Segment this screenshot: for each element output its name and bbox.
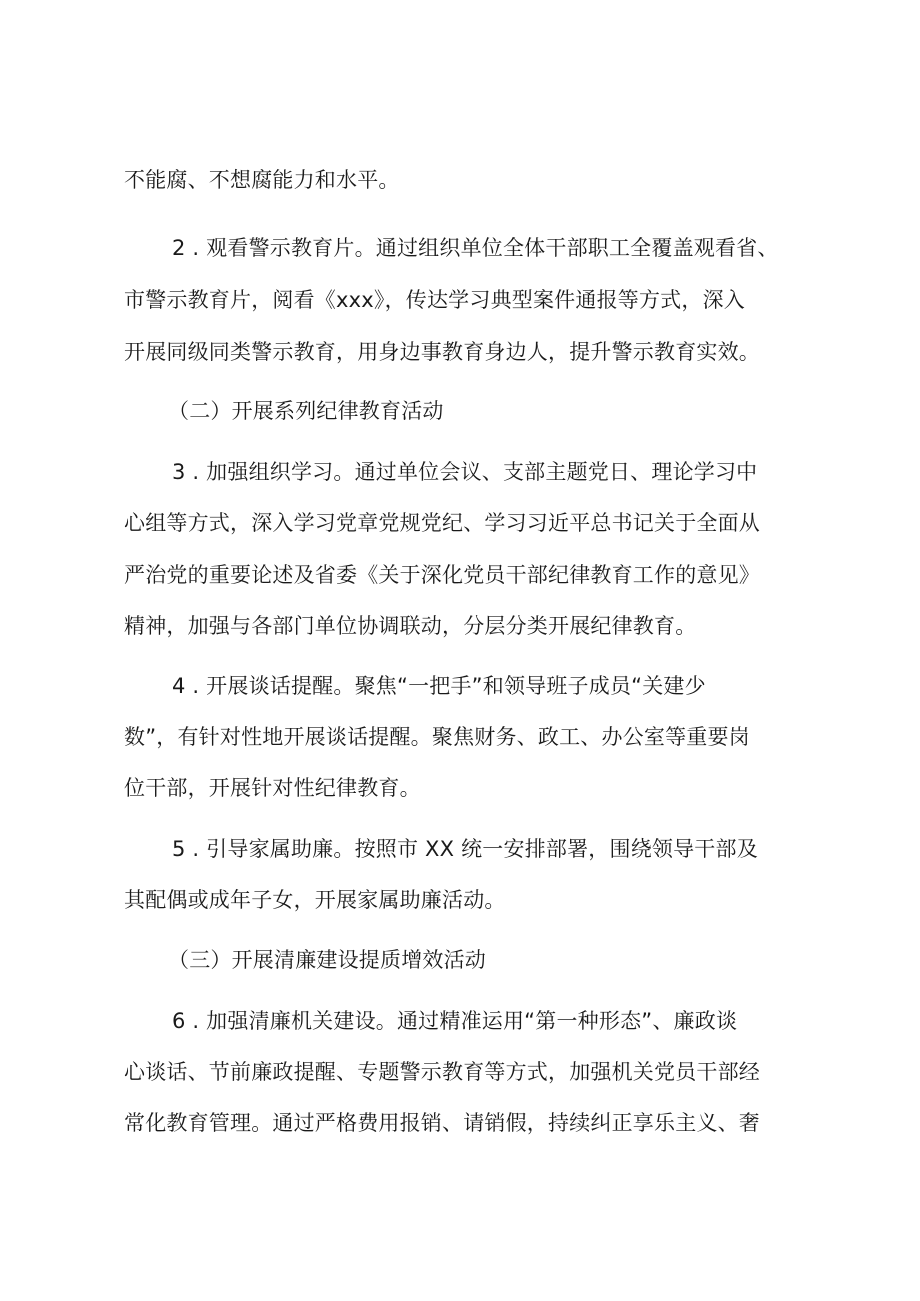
paragraph-2-line-2: 市警示教育片，阅看《xxx》，传达学习典型案件通报等方式，深入 [124,288,745,312]
paragraph-5-line-1: 5 . 引导家属助廉。按照市 XX 统一安排部署，围绕领导干部及 [172,837,758,861]
paragraph-6-line-3: 常化教育管理。通过严格费用报销、请销假，持续纠正享乐主义、奢 [124,1111,760,1135]
section-heading-3: （三）开展清廉建设提质增效活动 [168,948,486,972]
paragraph-2-line-1: 2 . 观看警示教育片。通过组织单位全体干部职工全覆盖观看省、 [172,236,779,260]
paragraph-3-line-2: 心组等方式，深入学习党章党规党纪、学习习近平总书记关于全面从 [124,511,760,535]
paragraph-3-line-4: 精神，加强与各部门单位协调联动，分层分类开展纪律教育。 [124,614,697,638]
paragraph-3-line-1: 3 . 加强组织学习。通过单位会议、支部主题党日、理论学习中 [172,460,758,484]
paragraph-3-line-3: 严治党的重要论述及省委《关于深化党员干部纪律教育工作的意见》 [124,563,760,587]
paragraph-6-line-1: 6 . 加强清廉机关建设。通过精准运用“第一种形态”、廉政谈 [172,1009,738,1033]
paragraph-6-line-2: 心谈话、节前廉政提醒、专题警示教育等方式，加强机关党员干部经 [124,1060,760,1084]
section-heading-2: （二）开展系列纪律教育活动 [168,399,444,423]
paragraph-5-line-2: 其配偶或成年子女，开展家属助廉活动。 [124,888,506,912]
paragraph-4-line-2: 数”，有针对性地开展谈话提醒。聚焦财务、政工、办公室等重要岗 [124,725,750,749]
paragraph-2-line-3: 开展同级同类警示教育，用身边事教育身边人，提升警示教育实效。 [124,340,760,364]
paragraph-4-line-1: 4 . 开展谈话提醒。聚焦“一把手”和领导班子成员“关建少 [172,674,706,698]
text-line: 不能腐、不想腐能力和水平。 [124,168,400,192]
paragraph-4-line-3: 位干部，开展针对性纪律教育。 [124,776,421,800]
